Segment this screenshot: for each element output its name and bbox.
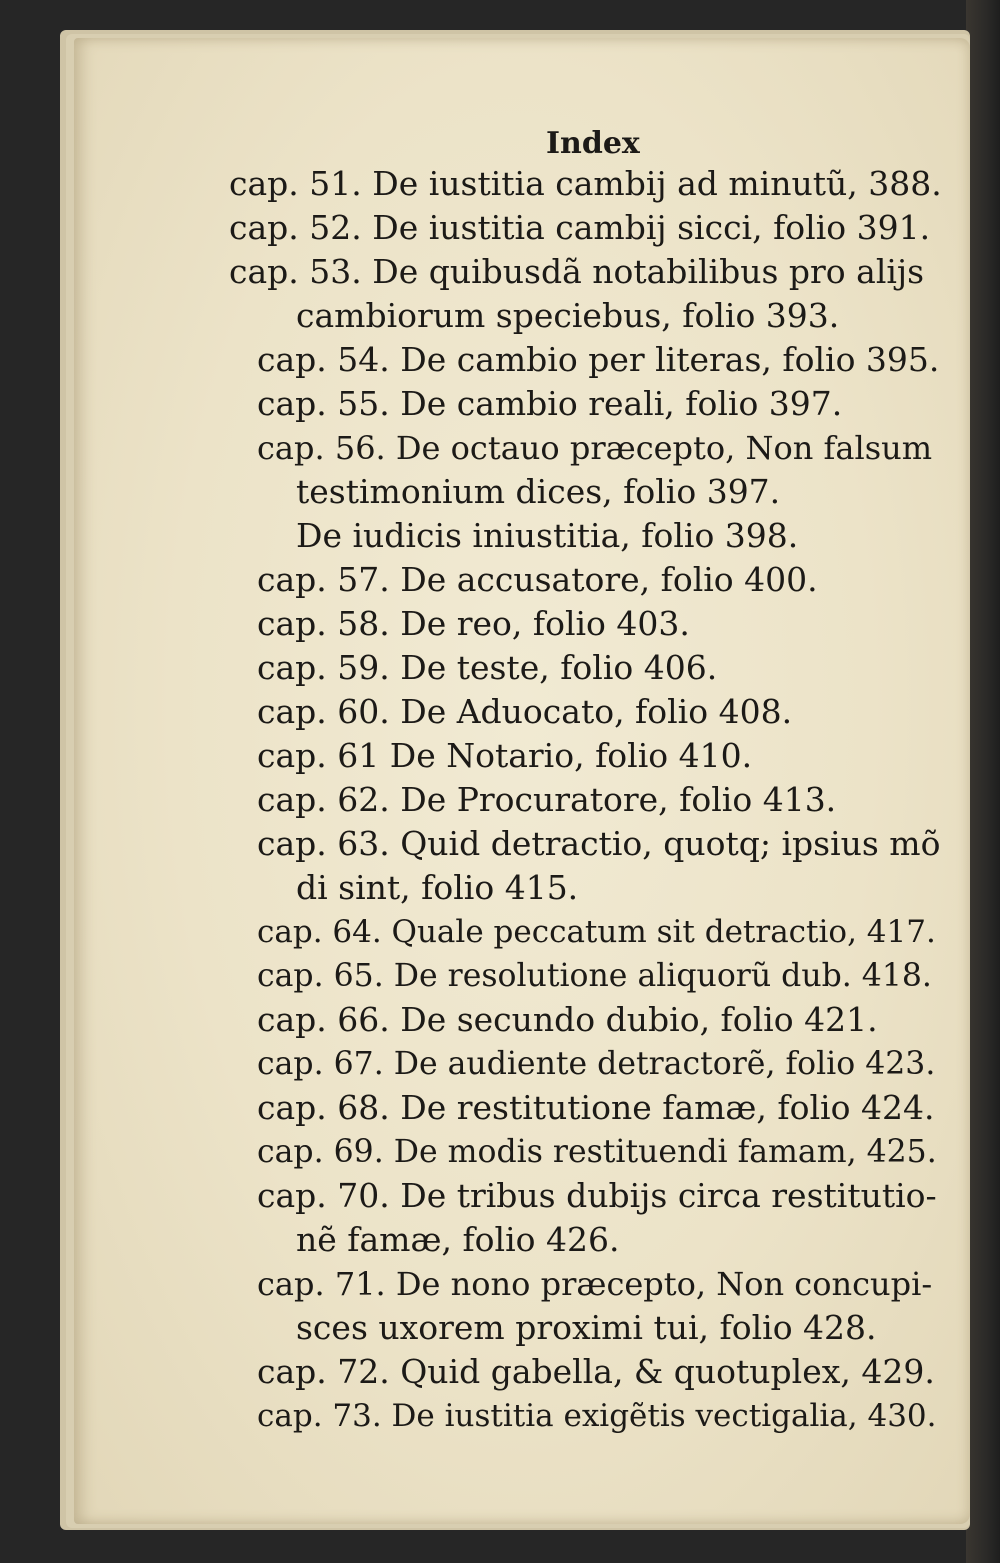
index-line: cap. 70. De tribus dubijs circa restitutio- <box>257 1176 937 1215</box>
index-line: cap. 51. De iustitia cambij ad minutũ, 388. <box>229 164 942 203</box>
index-line-continuation: di sint, folio 415. <box>296 868 579 907</box>
index-line: cap. 53. De quibusdã notabilibus pro alijs <box>229 252 925 291</box>
index-line: cap. 73. De iustitia exigẽtis vectigalia, 430. <box>257 1398 937 1434</box>
index-line: cap. 60. De Aduocato, folio 408. <box>257 692 793 731</box>
index-line: cap. 57. De accusatore, folio 400. <box>257 560 818 599</box>
index-line: cap. 69. De modis restituendi famam, 425. <box>257 1134 937 1170</box>
index-line: cap. 68. De restitutione famæ, folio 424. <box>257 1088 935 1127</box>
book-cover-edge <box>966 0 1000 1563</box>
index-line: cap. 56. De octauo præcepto, Non falsum <box>257 429 933 467</box>
index-line: cap. 55. De cambio reali, folio 397. <box>257 384 843 423</box>
index-line-continuation: sces uxorem proximi tui, folio 428. <box>296 1308 877 1347</box>
index-line: cap. 67. De audiente detractorẽ, folio 423. <box>257 1046 936 1082</box>
index-line: cap. 54. De cambio per literas, folio 395. <box>257 340 940 379</box>
index-line: cap. 58. De reo, folio 403. <box>257 604 690 643</box>
index-line: cap. 52. De iustitia cambij sicci, folio 391. <box>229 208 931 247</box>
index-line: cap. 64. Quale peccatum sit detractio, 417. <box>257 914 936 950</box>
index-line-subentry: De iudicis iniustitia, folio 398. <box>296 516 799 555</box>
index-line: cap. 63. Quid detractio, quotq; ipsius mõ <box>257 824 941 863</box>
index-line-continuation: testimonium dices, folio 397. <box>296 472 781 511</box>
index-line: cap. 61 De Notario, folio 410. <box>257 736 753 775</box>
index-line: cap. 59. De teste, folio 406. <box>257 648 718 687</box>
index-line: cap. 62. De Procuratore, folio 413. <box>257 780 837 819</box>
index-line: cap. 65. De resolutione aliquorũ dub. 418. <box>257 958 932 994</box>
page-heading: Index <box>546 126 640 161</box>
index-line-continuation: nẽ famæ, folio 426. <box>296 1220 620 1259</box>
index-line: cap. 72. Quid gabella, & quotuplex, 429. <box>257 1352 935 1391</box>
index-line: cap. 71. De nono præcepto, Non concupi- <box>257 1265 933 1303</box>
index-line-continuation: cambiorum speciebus, folio 393. <box>296 296 840 335</box>
book-page <box>74 38 970 1524</box>
page-text <box>74 38 970 1524</box>
index-line: cap. 66. De secundo dubio, folio 421. <box>257 1000 878 1039</box>
